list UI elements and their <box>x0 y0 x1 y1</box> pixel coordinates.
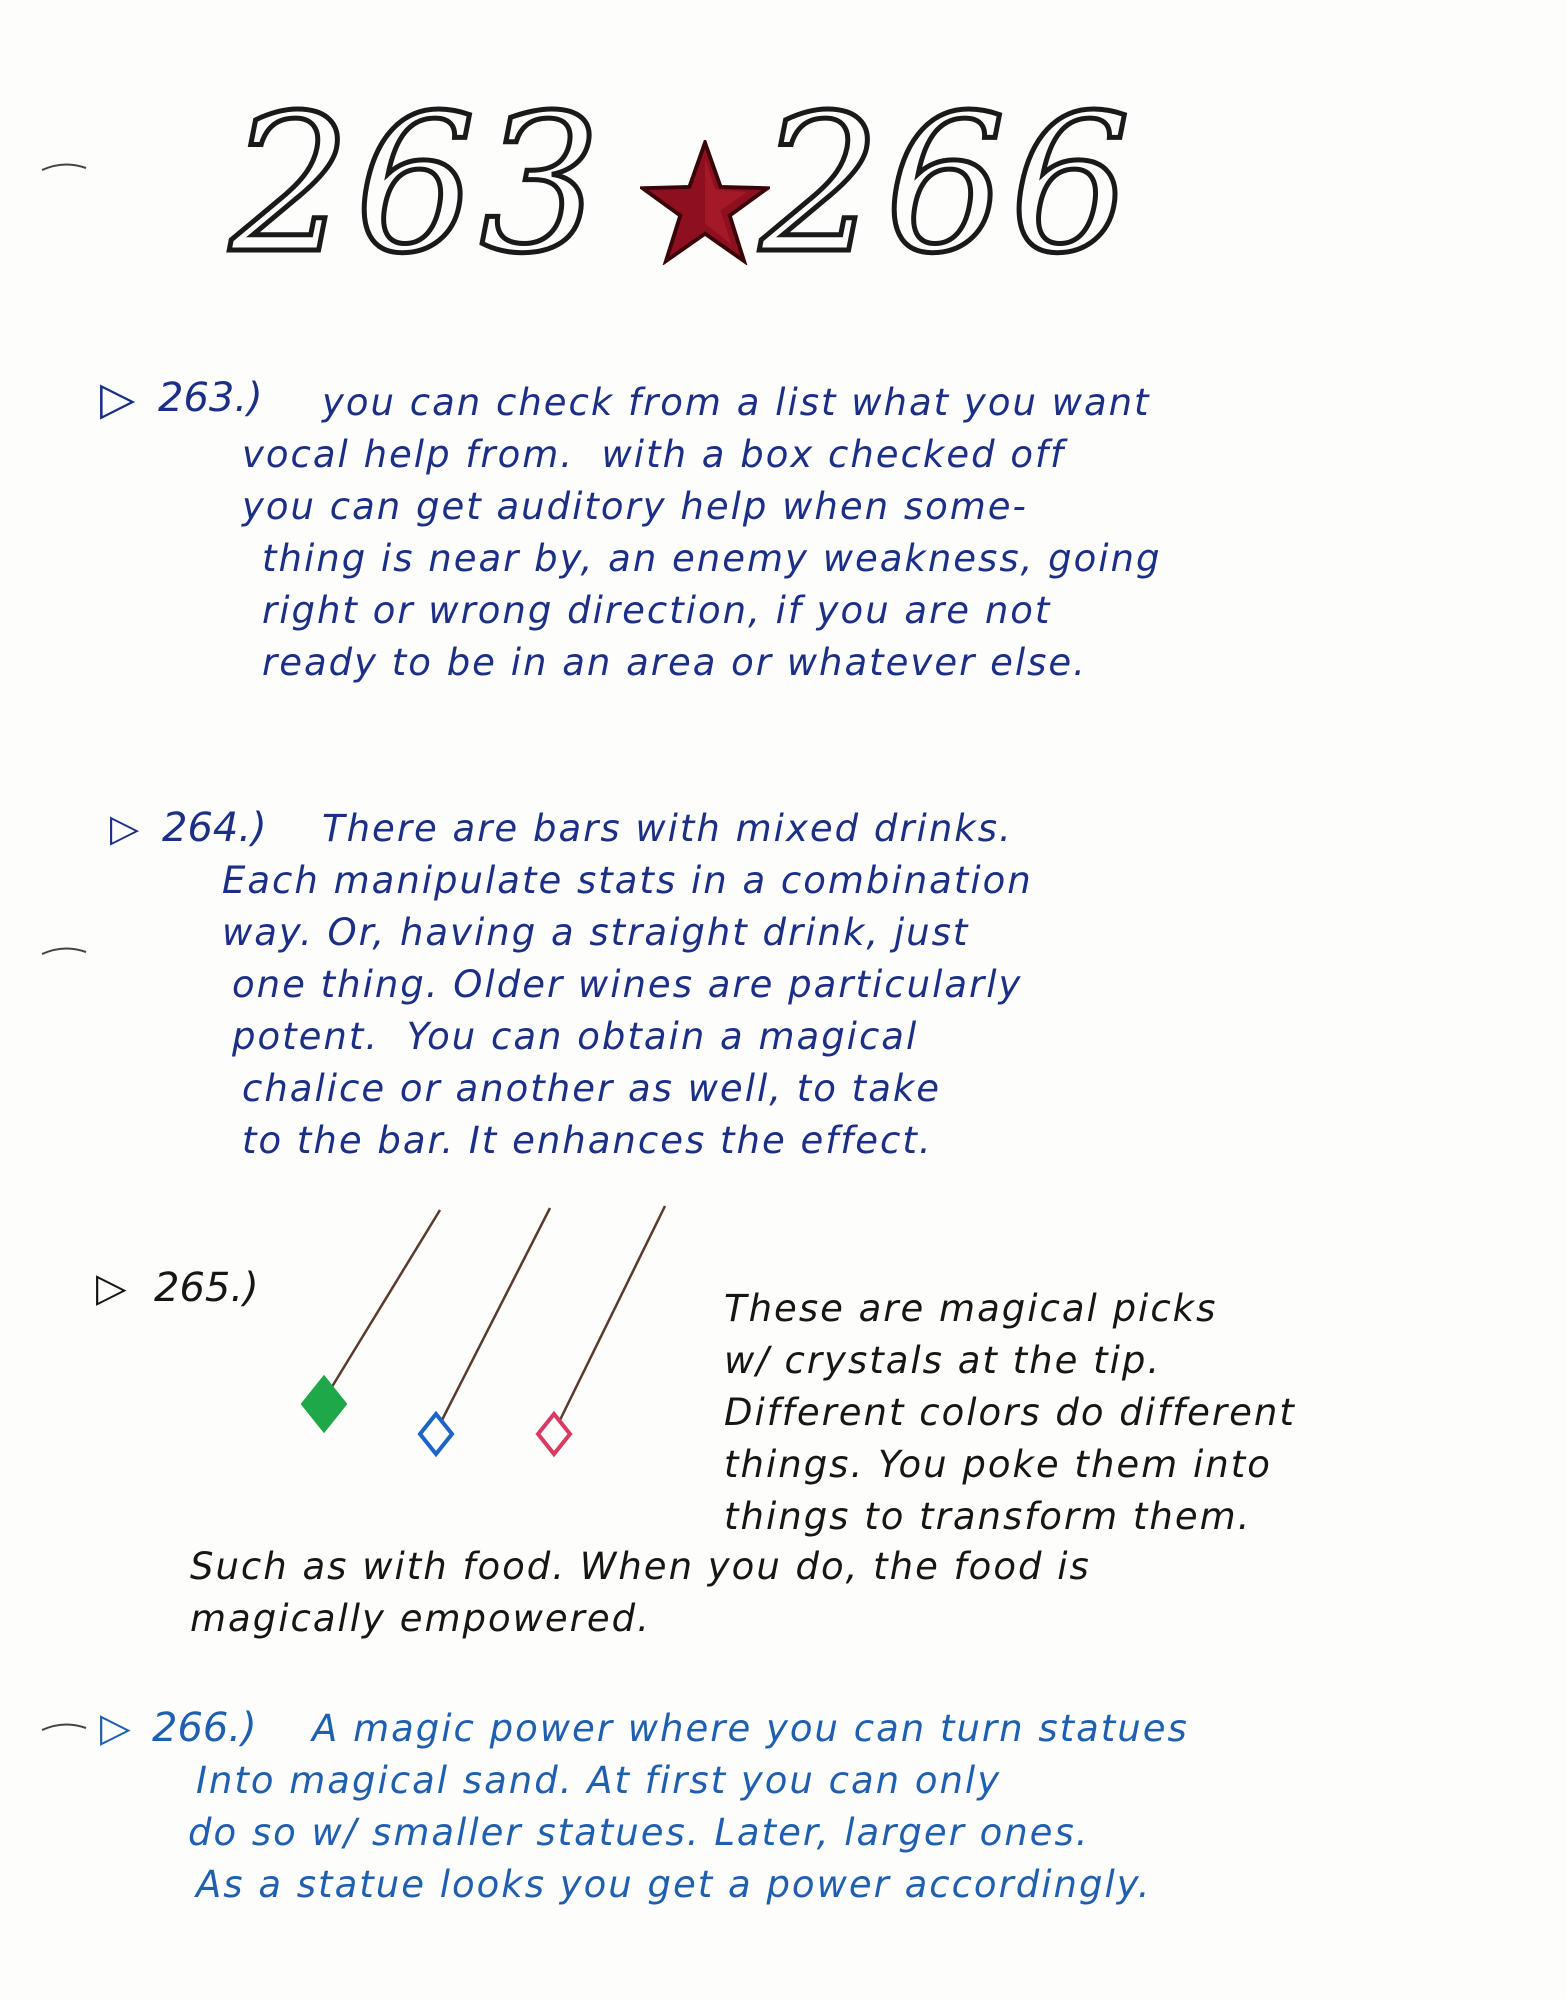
triangle-bullet-icon: ▷ <box>100 371 136 425</box>
entry-line: you can check from a list what you want <box>322 381 1151 424</box>
entry-line: way. Or, having a straight drink, just <box>222 911 970 954</box>
entry-line: Each manipulate stats in a combination <box>222 859 1033 902</box>
entry-number: 263.) <box>158 375 263 421</box>
entry-line: potent. You can obtain a magical <box>232 1015 919 1058</box>
entry-line: Into magical sand. At first you can only <box>196 1759 1002 1802</box>
entry-line: one thing. Older wines are particularly <box>232 963 1023 1006</box>
entry-line: There are bars with mixed drinks. <box>322 807 1013 850</box>
entry-line: As a statue looks you get a power accordingly. <box>196 1863 1152 1906</box>
entry-line: you can get auditory help when some- <box>242 485 1028 528</box>
entry-line: to the bar. It enhances the effect. <box>242 1119 933 1162</box>
entry-side-line: Different colors do different <box>724 1391 1296 1434</box>
crystal-blue-icon <box>420 1414 452 1454</box>
entry-side-line: These are magical picks <box>724 1287 1218 1330</box>
entry-number: 266.) <box>152 1705 257 1751</box>
crystal-green-icon <box>303 1378 345 1430</box>
pick-stick <box>560 1206 665 1420</box>
entry-line: ready to be in an area or whatever else. <box>262 641 1087 684</box>
entry-number: 264.) <box>162 805 267 851</box>
entry-number: 265.) <box>154 1265 259 1311</box>
margin-mark <box>40 1720 88 1734</box>
triangle-bullet-icon: ▷ <box>96 1265 127 1311</box>
entry-line: A magic power where you can turn statues <box>312 1707 1189 1750</box>
entry-side-line: w/ crystals at the tip. <box>724 1339 1162 1382</box>
title-left-number: 263 <box>230 74 605 295</box>
star-icon <box>640 140 770 265</box>
list-item <box>110 800 1510 1200</box>
entry-side-line: things to transform them. <box>724 1495 1252 1538</box>
pick-stick <box>330 1210 440 1390</box>
entry-line: right or wrong direction, if you are not <box>262 589 1052 632</box>
magical-picks-illustration <box>280 1200 700 1480</box>
triangle-bullet-icon: ▷ <box>100 1705 131 1751</box>
entry-side-line: things. You poke them into <box>724 1443 1272 1486</box>
margin-mark <box>40 160 88 174</box>
title-right-number: 266 <box>760 74 1135 295</box>
margin-mark <box>40 944 88 958</box>
entry-line: do so w/ smaller statues. Later, larger ones. <box>188 1811 1090 1854</box>
list-item <box>100 1700 1540 1960</box>
list-item <box>100 370 1500 710</box>
entry-line: chalice or another as well, to take <box>242 1067 942 1110</box>
entry-line: thing is near by, an enemy weakness, going <box>262 537 1162 580</box>
crystal-pink-icon <box>538 1414 570 1454</box>
pick-stick <box>442 1208 550 1420</box>
page-title <box>220 74 1135 295</box>
triangle-bullet-icon: ▷ <box>110 806 140 850</box>
entry-line: magically empowered. <box>190 1597 651 1640</box>
entry-line: Such as with food. When you do, the food is <box>190 1545 1091 1588</box>
entry-line: vocal help from. with a box checked off <box>242 433 1066 476</box>
